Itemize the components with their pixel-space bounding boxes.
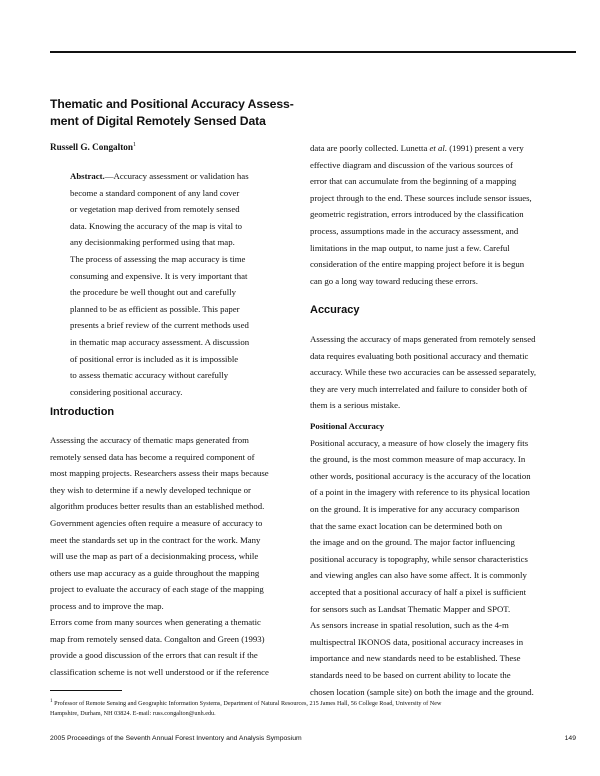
body-line: standards need to be based on current ability to locate the bbox=[310, 669, 511, 680]
top-rule bbox=[50, 51, 576, 53]
introduction-paragraph-1 bbox=[50, 432, 300, 615]
footnote-line: Hampshire, Durham, NH 03824. E-mail: russ.congalton@unh.edu. bbox=[50, 709, 216, 717]
body-line: remotely sensed data has become a required component of bbox=[50, 451, 255, 462]
body-line: and viewing angles can also have some affect. It is commonly bbox=[310, 570, 527, 581]
body-line: provide a good discussion of the errors that can result if the bbox=[50, 650, 258, 661]
body-line: project through to the end. These sources include sensor issues, bbox=[310, 192, 532, 203]
footnote-mark: 1 bbox=[50, 698, 53, 704]
abstract-line: consuming and expensive. It is very important that bbox=[70, 270, 248, 281]
body-line: process, assumptions made in the accuracy assessment, and bbox=[310, 225, 519, 236]
body-line: limitations in the map output, to name just a few. Careful bbox=[310, 242, 510, 253]
accuracy-paragraph bbox=[310, 331, 578, 414]
abstract-line: in thematic map accuracy assessment. A discussion bbox=[70, 336, 250, 347]
body-line: the image and on the ground. The major factor influencing bbox=[310, 537, 515, 548]
body-line: them is a serious mistake. bbox=[310, 400, 401, 411]
title-line-2: ment of Digital Remotely Sensed Data bbox=[50, 114, 266, 128]
body-line: accepted that a positional accuracy of half a pixel is sufficient bbox=[310, 586, 527, 597]
body-line: Positional accuracy, a measure of how closely the imagery fits bbox=[310, 437, 529, 448]
body-line: Assessing the accuracy of maps generated from remotely sensed bbox=[310, 334, 536, 344]
paper-title bbox=[50, 96, 295, 130]
body-line: data are poorly collected. Lunetta et al. (1991) present a very bbox=[310, 143, 524, 153]
body-line: positional accuracy is topography, while sensor characteristics bbox=[310, 553, 528, 564]
body-line: for sensors such as Landsat Thematic Mapper and SPOT. bbox=[310, 603, 511, 614]
page-number: 149 bbox=[564, 735, 576, 742]
positional-accuracy-subheading: Positional Accuracy bbox=[310, 421, 385, 431]
abstract-line: become a standard component of any land cover bbox=[70, 187, 240, 198]
body-line: that the same exact location can be determined both on bbox=[310, 520, 503, 531]
body-line: they wish to determine if a newly developed technique or bbox=[50, 484, 251, 495]
body-line: most mapping projects. Researchers assess their maps because bbox=[50, 468, 269, 479]
body-line: Errors come from many sources when generating a thematic bbox=[50, 617, 261, 627]
body-line: the ground, is the most common measure of map accuracy. In bbox=[310, 454, 526, 465]
abstract-line: Abstract.—Accuracy assessment or validation has bbox=[70, 171, 249, 181]
body-line: process and to improve the map. bbox=[50, 600, 164, 611]
body-line: on the ground. It is imperative for any accuracy comparison bbox=[310, 503, 520, 514]
abstract-line: planned to be as efficient as possible. This paper bbox=[70, 303, 240, 314]
body-line: will use the map as part of a decisionmaking process, while bbox=[50, 551, 259, 562]
body-line: meet the standards set up in the contract for the work. Many bbox=[50, 534, 261, 545]
positional-accuracy-section bbox=[310, 418, 578, 700]
footnote-line: $^1$ Professor of Remote Sensing and Geographic Information Systems, Department of Natural Resources, 215 James Hall, 56 College Road, University of New bbox=[50, 698, 442, 708]
body-line: Assessing the accuracy of thematic maps generated from bbox=[50, 435, 249, 445]
body-line: other words, positional accuracy is the accuracy of the location bbox=[310, 470, 531, 481]
body-line: accuracy. While these two accuracies can be assessed separately, bbox=[310, 367, 537, 378]
body-line: importance and new standards need to be established. These bbox=[310, 653, 521, 664]
abstract-line: The process of assessing the map accuracy is time bbox=[70, 253, 246, 264]
body-line: multispectral IKONOS data, positional accuracy increases in bbox=[310, 636, 524, 647]
title-line-1: Thematic and Positional Accuracy Assess- bbox=[50, 97, 294, 111]
body-line: effective diagram and discussion of the various sources of bbox=[310, 159, 513, 170]
introduction-paragraph-2 bbox=[50, 614, 300, 680]
abstract-line: of positional error is included as it is impossible bbox=[70, 353, 239, 364]
abstract-line: to assess thematic accuracy without carefully bbox=[70, 370, 229, 381]
abstract-line: the procedure be well thought out and carefully bbox=[70, 287, 236, 298]
body-line: can go a long way toward reducing these errors. bbox=[310, 275, 478, 286]
abstract-line: any decisionmaking performed using that map. bbox=[70, 237, 235, 248]
body-line: As sensors increase in spatial resolution, such as the 4-m bbox=[310, 620, 509, 631]
body-line: chosen location (sample site) on both the image and the ground. bbox=[310, 686, 534, 697]
body-line: project to evaluate the accuracy of each stage of the mapping bbox=[50, 584, 264, 595]
body-line: algorithm produces better results than an established method. bbox=[50, 501, 265, 512]
abstract-label: Abstract. bbox=[70, 171, 105, 181]
body-line: data requires evaluating both positional accuracy and thematic bbox=[310, 350, 529, 361]
footnote bbox=[50, 697, 578, 718]
author-footnote-mark: 1 bbox=[132, 142, 136, 148]
abstract-line: considering positional accuracy. bbox=[70, 386, 183, 397]
body-line: consideration of the entire mapping project before it is begun bbox=[310, 259, 525, 270]
body-line: classification scheme is not well understood or if the reference bbox=[50, 666, 269, 677]
body-line: they are very much interrelated and failure to consider both of bbox=[310, 383, 528, 394]
footnote-rule bbox=[50, 690, 122, 691]
footer-proceedings: 2005 Proceedings of the Seventh Annual Forest Inventory and Analysis Symposium bbox=[50, 735, 302, 742]
author-name: Russell G. Congalton bbox=[50, 142, 133, 153]
body-line: map from remotely sensed data. Congalton and Green (1993) bbox=[50, 633, 265, 644]
abstract-line: data. Knowing the accuracy of the map is vital to bbox=[70, 220, 243, 231]
accuracy-heading: Accuracy bbox=[310, 304, 360, 316]
body-line: geometric registration, errors introduced by the classification bbox=[310, 209, 524, 220]
body-line: of a point in the imagery with reference to its physical location bbox=[310, 487, 530, 498]
body-line: others use map accuracy as a guide throughout the mapping bbox=[50, 567, 260, 578]
body-line: Government agencies often require a measure of accuracy to bbox=[50, 517, 263, 528]
right-intro-paragraph bbox=[310, 140, 578, 289]
body-line: error that can accumulate from the beginning of a mapping bbox=[310, 176, 517, 187]
abstract-line: or vegetation map derived from remotely sensed bbox=[70, 204, 240, 215]
abstract bbox=[70, 168, 275, 400]
introduction-heading: Introduction bbox=[50, 406, 115, 418]
author bbox=[50, 142, 136, 152]
abstract-line: presents a brief review of the current methods used bbox=[70, 320, 249, 331]
